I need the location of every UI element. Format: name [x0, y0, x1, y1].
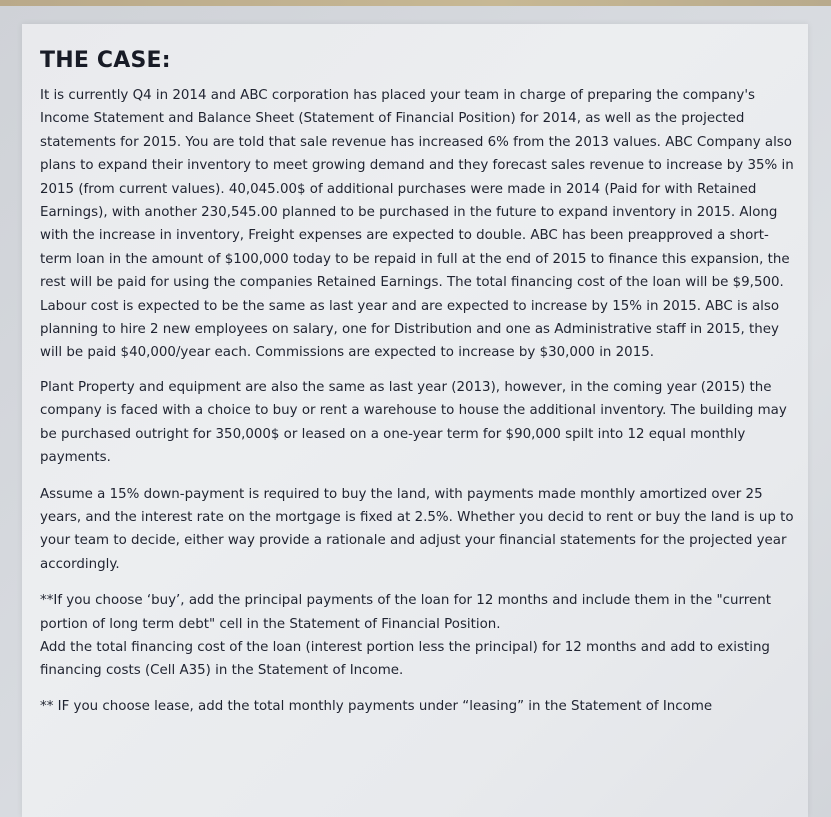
case-title: THE CASE:: [40, 48, 171, 73]
document-page: [22, 24, 808, 817]
document-content: [40, 48, 800, 718]
monitor-edge: [0, 0, 831, 6]
spacer: [40, 470, 800, 483]
note-buy-financing: Add the total financing cost of the loan (interest portion less the principal) for 12 months and add to existing financing costs (Cell A35) in the Statement of Income.: [40, 639, 770, 679]
spacer: [40, 365, 800, 376]
paragraph-case-intro: It is currently Q4 in 2014 and ABC corporation has placed your team in charge of preparing the company's Income Statement and Balance Sheet (Statement of Financial Position) for 2014, as well as the projected statements for 2015. You are told that sale revenue has increased 6% from the 2013 values. ABC Company also plans to expand their inventory to meet growing demand and they forecast sales revenue to increase by 35% in 2015 (from current values). 40,045.00$ of additional purchases were made in 2014 (Paid for with Retained Earnings), with another 230,545.00 planned to be purchased in the future to expand inventory in 2015. Along with the increase in inventory, Freight expenses are expected to double. ABC has been preapproved a short-term loan in the amount of $100,000 today to be repaid in full at the end of 2015 to finance this expansion, the rest will be paid for using the companies Retained Earnings. The total financing cost of the loan will be $9,500. Labour cost is expected to be the same as last year and are expected to increase by 15% in 2015. ABC is also planning to hire 2 new employees on salary, one for Distribution and one as Administrative staff in 2015, they will be paid $40,000/year each. Commissions are expected to increase by $30,000 in 2015.: [40, 88, 794, 361]
note-buy-principal: **If you choose ‘buy’, add the principal payments of the loan for 12 months and include them in the "current portion of long term debt" cell in the Statement of Financial Position.: [40, 593, 771, 632]
spacer: [40, 683, 800, 695]
spacer: [40, 576, 800, 589]
note-lease: ** IF you choose lease, add the total monthly payments under “leasing” in the Statement of Income: [40, 698, 713, 714]
paragraph-down-payment: Assume a 15% down-payment is required to buy the land, with payments made monthly amortized over 25 years, and the interest rate on the mortgage is fixed at 2.5%. Whether you decid to rent or buy the land is up to your team to decide, either way provide a rationale and adjust your financial statements for the projected year accordingly.: [40, 486, 794, 572]
paragraph-plant-property: Plant Property and equipment are also the same as last year (2013), however, in the coming year (2015) the company is faced with a choice to buy or rent a warehouse to house the additional inventory. The building may be purchased outright for 350,000$ or leased on a one-year term for $90,000 spilt into 12 equal monthly payments.: [40, 379, 787, 466]
